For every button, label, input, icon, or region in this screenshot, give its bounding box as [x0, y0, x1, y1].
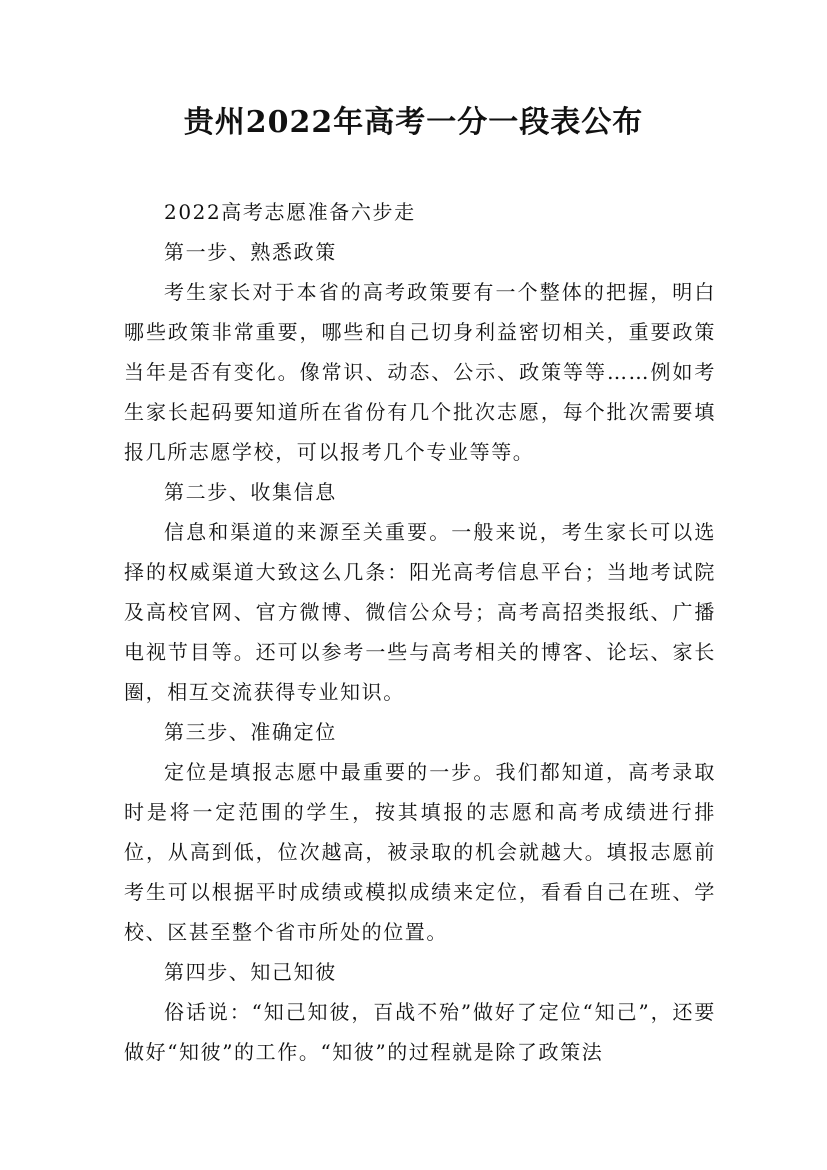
intro-line: 2022高考志愿准备六步走: [164, 200, 416, 224]
document-title: 贵州2022年高考一分一段表公布: [183, 105, 644, 140]
step-1-heading: 第一步、熟悉政策: [164, 240, 337, 264]
step-3-paragraph: 定位是填报志愿中最重要的一步。我们都知道，高考录取时是将一定范围的学生，按其填报的志愿和高考成绩进行排位，从高到低，位次越高，被录取的机会就越大。填报志愿前考生可以根据平时成绩或模拟成绩来定位，看看自己在班、学校、区甚至整个省市所处的位置。: [124, 760, 716, 944]
step-4-heading: 第四步、知己知彼: [164, 960, 337, 984]
step-3-heading: 第三步、准确定位: [164, 720, 337, 744]
document-body: [124, 192, 716, 1072]
step-2-heading: 第二步、收集信息: [164, 480, 337, 504]
step-2-paragraph: 信息和渠道的来源至关重要。一般来说，考生家长可以选择的权威渠道大致这么几条：阳光高考信息平台；当地考试院及高校官网、官方微博、微信公众号；高考高招类报纸、广播电视节目等。还可以参考一些与高考相关的博客、论坛、家长圈，相互交流获得专业知识。: [124, 520, 716, 704]
step-4-paragraph: 俗话说：“知己知彼，百战不殆”做好了定位“知己”，还要做好“知彼”的工作。“知彼”的过程就是除了政策法: [124, 1000, 716, 1064]
step-1-paragraph: 考生家长对于本省的高考政策要有一个整体的把握，明白哪些政策非常重要，哪些和自己切身利益密切相关，重要政策当年是否有变化。像常识、动态、公示、政策等等……例如考生家长起码要知道所在省份有几个批次志愿，每个批次需要填报几所志愿学校，可以报考几个专业等等。: [124, 280, 716, 464]
